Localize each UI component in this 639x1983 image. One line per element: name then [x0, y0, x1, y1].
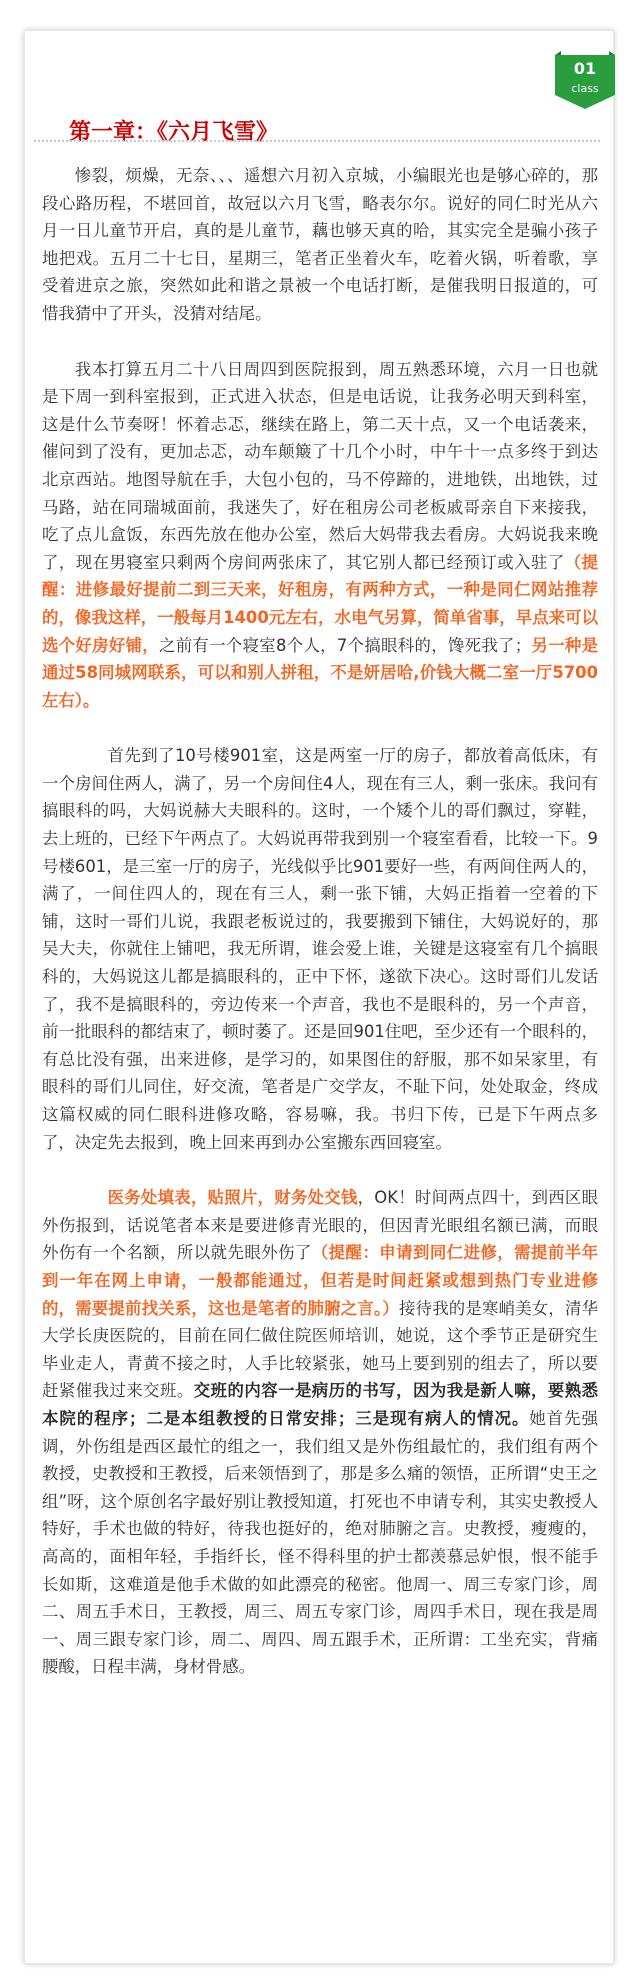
p4-text: ，OK！时间两点四十，到西区眼外伤报到，话说笔者本来是要进修青光眼的，但因青光眼组名额已满，而眼外伤有一个名额，所以就先眼外伤了	[42, 1188, 598, 1263]
p4-bold: 交班的内容一是病历的书写，因为我是新人嘛，要熟悉本院的程序；二是本组教授的日常安排；三是现有病人的情况。	[42, 1381, 598, 1428]
p2-text: 我本打算五月二十八日周四到医院报到，周五熟悉环境，六月一日也就是下周一到科室报到，正式进入状态，但是电话说，让我务必明天到科室，这是什么节奏呀！怀着忐忑，继续在路上，第二天十点，又一个电话袭来，催问到了没有，更加忐忑，动车颠簸了十几个小时，中午十一点多终于到达北京西站。地图导航在手，大包小包的，马不停蹄的，进地铁，出地铁，过马路，站在同瑞城面前，我迷失了，好在租房公司老板戚哥亲自下来接我，吃了点儿盒饭，东西先放在他办公室，然后大妈带我去看房。大妈说我来晚了，现在男寝室只剩两个房间两张床了，其它别人都已经预订或入驻了	[42, 359, 598, 572]
paragraph-3	[42, 742, 598, 1156]
dotted-divider	[34, 140, 600, 142]
p4-highlight: 医务处填表，贴照片，财务处交钱	[107, 1188, 358, 1208]
badge-label: class	[571, 82, 599, 95]
class-badge	[555, 51, 615, 111]
paragraph-4	[42, 1184, 598, 1681]
p2-text-2: 之前有一个寝室8个人，7个搞眼科的，馋死我了；	[159, 635, 532, 655]
paragraph-1	[42, 162, 598, 328]
p4-text-3: 她首先强调，外伤组是西区最忙的组之一，我们组又是外伤组最忙的，我们组有两个教授，史教授和王教授，后来领悟到了，那是多么痛的领悟，正所谓“史王之组”呀，这个原创名字最好别让教授知道，打死也不申请专利，其实史教授人特好，手术也做的特好，待我也挺好的，绝对肺腑之言。史教授，瘦瘦的，高高的，面相年轻，手指纤长，怪不得科里的护士都羡慕忌妒恨，恨不能手长如斯，这难道是他手术做的如此漂亮的秘密。他周一、周三专家门诊，周二、周五手术日，王教授，周三、周五专家门诊，周四手术日，现在我是周一、周三跟专家门诊，周二、周四、周五跟手术，正所谓：工坐充实，背痛腰酸，日程丰满，身材骨感。	[42, 1408, 599, 1677]
paragraph-2	[42, 356, 598, 715]
badge-number: 01	[573, 59, 597, 78]
article-body	[42, 162, 598, 1709]
p1-text: 惨裂，烦燥，无奈、、、遥想六月初入京城，小编眼光也是够心碎的，那段心路历程，不堪回首，故冠以六月飞雪，略表尔尔。说好的同仁时光从六月一日儿童节开启，真的是儿童节，藕也够天真的哈，其实完全是骗小孩子地把戏。五月二十七日，星期三，笔者正坐着火车，吃着火锅，听着歌，享受着进京之旅，突然如此和谐之景被一个电话打断，是催我明日报道的，可惜我猜中了开头，没猜对结尾。	[42, 166, 598, 323]
chapter-title: 第一章：《六月飞雪》	[69, 120, 279, 145]
p2-tip: （提醒：进修最好提前二到三天来，好租房，有两种方式，一种是同仁网站推荐的，像我这样，一般每月1400元左右，水电气另算，简单省事，早点来可以选个好房好铺，	[42, 552, 599, 655]
p4-tip: （提醒：申请到同仁进修，需提前半年到一年在网上申请，一般都能通过，但若是时间赶紧或想到热门专业进修的，需要提前找关系，这也是笔者的肺腑之言。）	[42, 1243, 599, 1318]
p3-text: 首先到了10号楼901室，这是两室一厅的房子，都放着高低床，有一个房间住两人，满了，另一个房间住4人，现在有三人，剩一张床。我问有搞眼科的吗，大妈说赫大夫眼科的。这时，一个矮个儿的哥们飘过，穿鞋，去上班的，已经下午两点了。大妈说再带我到别一个寝室看看，比较一下。9号楼601，是三室一厅的房子，光线似乎比901要好一些，有两间住两人的，满了，一间住四人的，现在有三人，剩一张下铺，大妈正指着一空着的下铺，这时一哥们儿说，我跟老板说过的，我要搬到下铺住，大妈说好的，那吴大夫，你就住上铺吧，我无所谓，谁会爱上谁，关键是这寝室有几个搞眼科的，大妈说这儿都是搞眼科的，正中下怀，遂欲下决心。这时哥们儿发话了，我不是搞眼科的，旁边传来一个声音，我也不是眼科的，另一个声音，前一批眼科的都结束了，顿时萎了。还是回901住吧，至少还有一个眼科的，有总比没有强，出来进修，是学习的，如果图住的舒服，那不如呆家里，有眼科的哥们儿同住，好交流，笔者是广交学友，不耻下问，处处取金，终成这篇权威的同仁眼科进修攻略，容易嘛，我。书归下传，已是下午两点多了，决定先去报到，晚上回来再到办公室搬东西回寝室。	[42, 746, 598, 1152]
p2-tip-2: 另一种是通过58同城网联系，可以和别人拼租，不是妍居哈,价钱大概二室一厅5700左右）。	[42, 635, 599, 710]
p4-text-2: 接待我的是寒峭美女，清华大学长庚医院的，目前在同仁做住院医师培训，她说，这个季节正是研究生毕业走人，青黄不接之时，人手比较紧张，她马上要到别的组去了，所以要赶紧催我过来交班。	[42, 1298, 598, 1401]
